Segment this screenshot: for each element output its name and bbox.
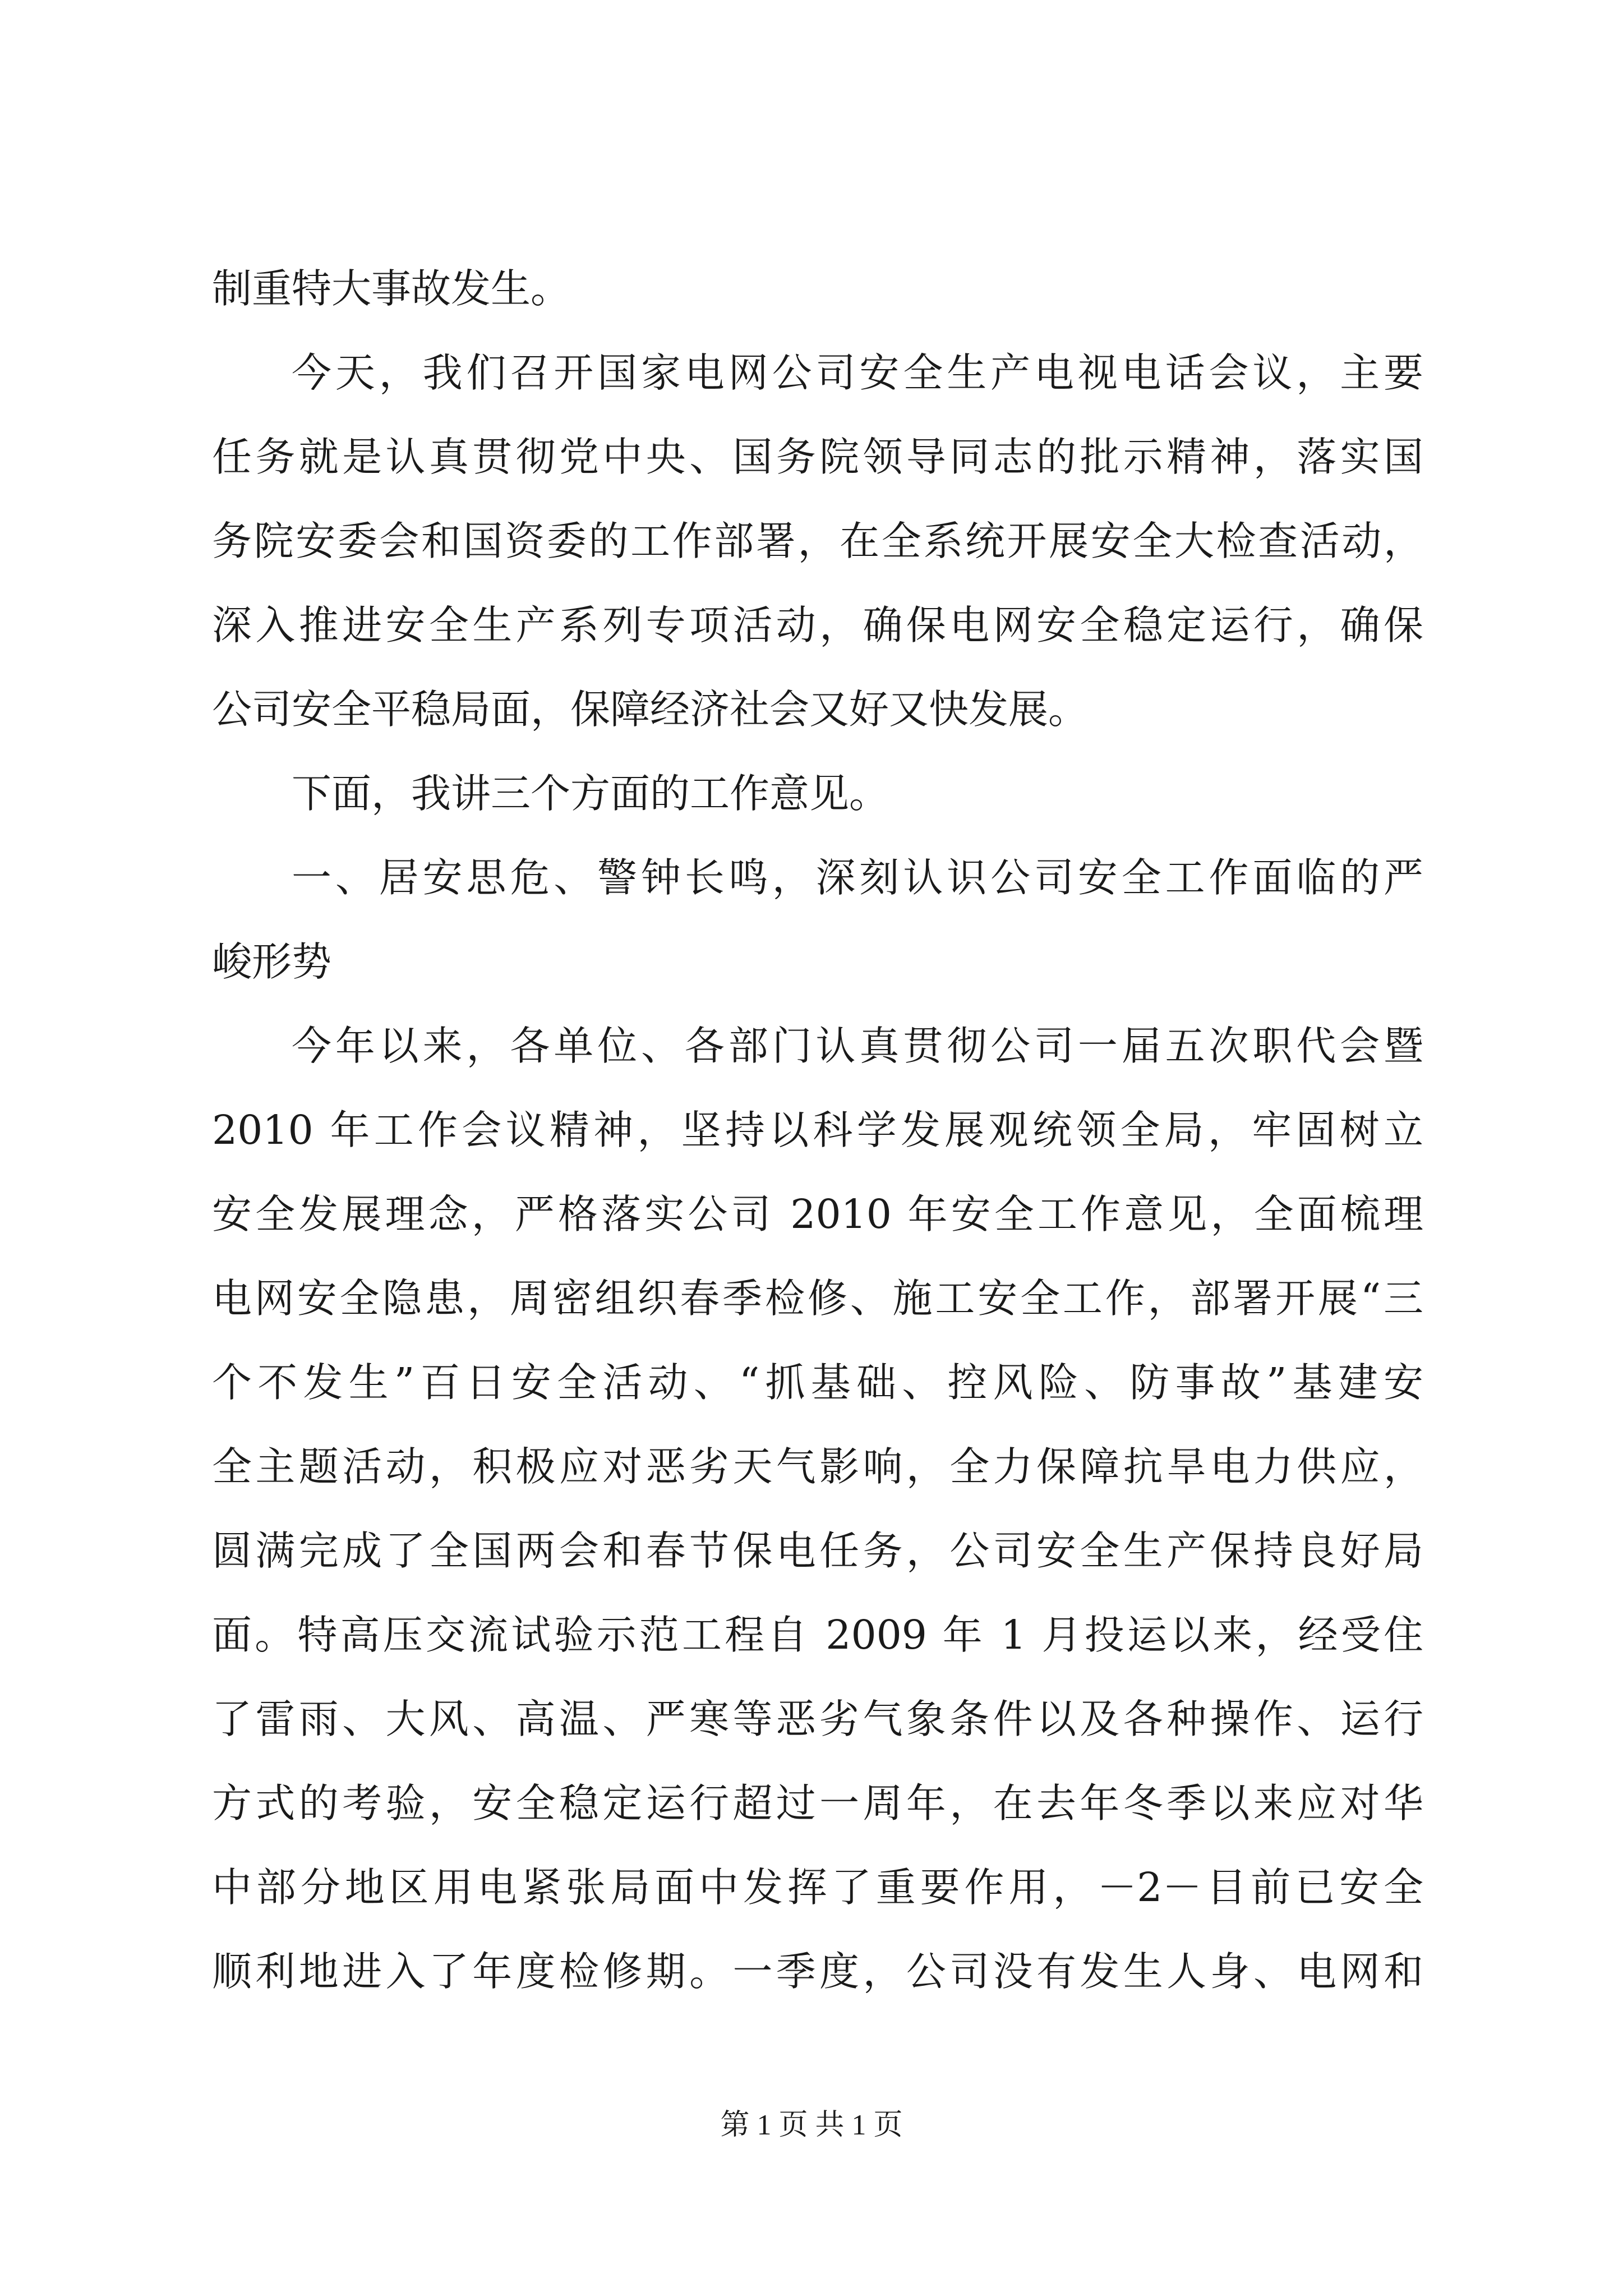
text-line: 公司安全平稳局面，保障经济社会又好又快发展。 xyxy=(212,686,1089,733)
text-line: 务院安委会和国资委的工作部署，在全系统开展安全大检查活动， xyxy=(212,518,1423,564)
text-line: 一、居安思危、警钟长鸣，深刻认识公司安全工作面临的严 xyxy=(292,854,1423,901)
text-line: 安全发展理念，严格落实公司 2010 年安全工作意见，全面梳理 xyxy=(212,1191,1423,1237)
text-line: 全主题活动，积极应对恶劣天气影响，全力保障抗旱电力供应， xyxy=(212,1443,1423,1490)
text-line: 下面，我讲三个方面的工作意见。 xyxy=(292,770,889,817)
text-line: 面。特高压交流试验示范工程自 2009 年 1 月投运以来，经受住 xyxy=(212,1612,1423,1658)
text-line: 2010 年工作会议精神，坚持以科学发展观统领全局，牢固树立 xyxy=(212,1107,1423,1153)
text-line: 顺利地进入了年度检修期。一季度，公司没有发生人身、电网和 xyxy=(212,1948,1423,1995)
text-line: 电网安全隐患，周密组织春季检修、施工安全工作，部署开展“三 xyxy=(212,1275,1423,1322)
text-line: 峻形势 xyxy=(212,938,332,985)
text-line: 方式的考验，安全稳定运行超过一周年，在去年冬季以来应对华 xyxy=(212,1780,1423,1826)
text-line: 中部分地区用电紧张局面中发挥了重要作用，－2－目前已安全 xyxy=(212,1864,1423,1911)
document-body xyxy=(212,247,1423,2014)
text-line: 今天，我们召开国家电网公司安全生产电视电话会议，主要 xyxy=(292,349,1423,396)
text-line: 了雷雨、大风、高温、严寒等恶劣气象条件以及各种操作、运行 xyxy=(212,1696,1423,1742)
text-line: 任务就是认真贯彻党中央、国务院领导同志的批示精神，落实国 xyxy=(212,434,1423,480)
text-line: 圆满完成了全国两会和春节保电任务，公司安全生产保持良好局 xyxy=(212,1527,1423,1574)
text-line: 今年以来，各单位、各部门认真贯彻公司一届五次职代会暨 xyxy=(292,1023,1423,1069)
page-footer: 第 1 页 共 1 页 xyxy=(720,2109,903,2141)
text-line: 深入推进安全生产系列专项活动，确保电网安全稳定运行，确保 xyxy=(212,602,1423,648)
text-line: 制重特大事故发生。 xyxy=(212,265,571,312)
text-line: 个不发生”百日安全活动、“抓基础、控风险、防事故”基建安 xyxy=(212,1359,1423,1406)
